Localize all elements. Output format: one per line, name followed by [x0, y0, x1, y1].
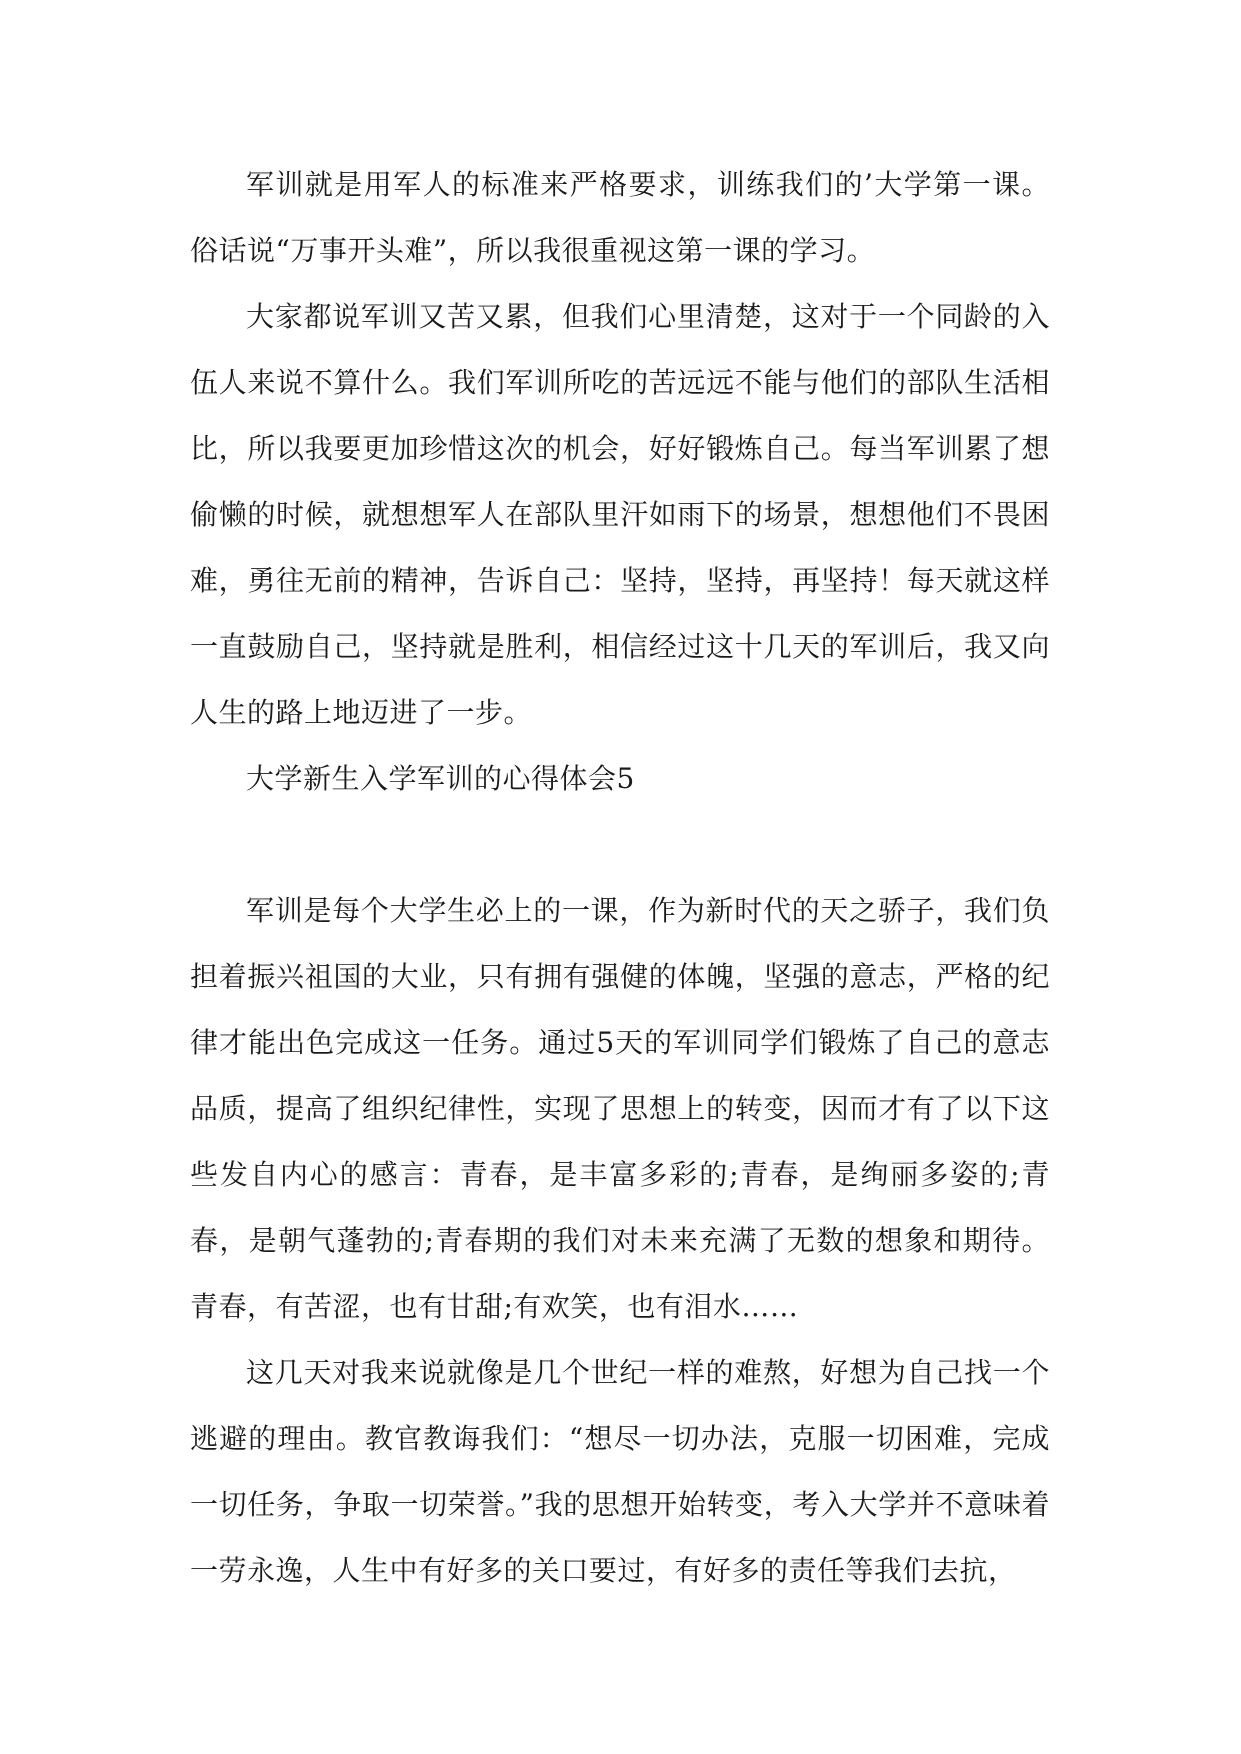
paragraph-text: 军训就是用军人的标准来严格要求，训练我们的’大学第一课。俗话说“万事开头难”，所以我很重视这第一课的学习。: [190, 168, 1050, 267]
paragraph-text: 军训是每个大学生必上的一课，作为新时代的天之骄子，我们负担着振兴祖国的大业，只有拥有强健的体魄，坚强的意志，严格的纪律才能出色完成这一任务。通过5天的军训同学们锻炼了自己的意志品质，提高了组织纪律性，实现了思想上的转变，因而才有了以下这些发自内心的感言：青春，是丰富多彩的;青春，是绚丽多姿的;青春，是朝气蓬勃的;青春期的我们对未来充满了无数的想象和期待。青春，有苦涩，也有甘甜;有欢笑，也有泪水……: [190, 894, 1050, 1323]
paragraph-4: [190, 1340, 1050, 1604]
paragraph-2: [190, 284, 1050, 746]
paragraph-1: [190, 152, 1050, 284]
section-heading: [190, 746, 1050, 812]
paragraph-3: [190, 878, 1050, 1340]
section-heading-text: 大学新生入学军训的心得体会5: [246, 762, 635, 795]
paragraph-text: 这几天对我来说就像是几个世纪一样的难熬，好想为自己找一个逃避的理由。教官教诲我们：“想尽一切办法，克服一切困难，完成一切任务，争取一切荣誉。”我的思想开始转变，考入大学并不意味着一劳永逸，人生中有好多的关口要过，有好多的责任等我们去抗，: [190, 1356, 1050, 1587]
paragraph-text: 大家都说军训又苦又累，但我们心里清楚，这对于一个同龄的入伍人来说不算什么。我们军训所吃的苦远远不能与他们的部队生活相比，所以我要更加珍惜这次的机会，好好锻炼自己。每当军训累了想偷懒的时候，就想想军人在部队里汗如雨下的场景，想想他们不畏困难，勇往无前的精神，告诉自己：坚持，坚持，再坚持！每天就这样一直鼓励自己，坚持就是胜利，相信经过这十几天的军训后，我又向人生的路上地迈进了一步。: [190, 300, 1050, 729]
